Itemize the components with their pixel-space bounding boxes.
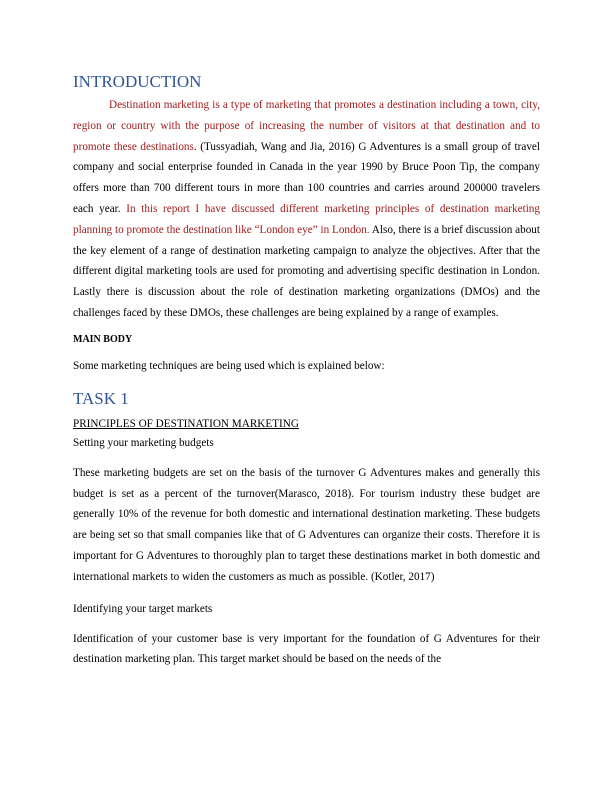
target-paragraph: Identification of your customer base is very important for the foundation of G Adventures for their destination marketing plan. This target market should be based on the needs of the [73,632,540,666]
main-body-heading: MAIN BODY [73,333,133,345]
budget-paragraph: These marketing budgets are set on the basis of the turnover G Adventures makes and generally this budget is set as a percent of the turnover(Marasco, 2018). For tourism industry these budget are generally 10% of the revenue for both domestic and international destination marketing. These budgets are being set so that small companies like that of G Adventures can organize their costs. Therefore it is important for G Adventures to thoroughly plan to target these destinations market in both domestic and international markets to widen the customers as much as possible. (Kotler, 2017) [73,466,540,583]
intro-text-1: . (Tussyadiah, Wang and Jia, 2016) G Adventures is a small group of travel company and social enterprise founded in Canada in the year 1990 by Bruce Poon Tip, the company offers more than 700 different tours in more than 100 countries and carries around 200000 travelers each year. [73,140,541,215]
introduction-paragraph [73,95,540,324]
page-content [73,72,540,670]
target-subheading: Identifying your target markets [73,602,213,615]
principles-heading: PRINCIPLES OF DESTINATION MARKETING [73,417,299,430]
budget-subheading: Setting your marketing budgets [73,436,214,449]
task1-heading: TASK 1 [73,388,129,408]
intro-red-text-2: In this report I have discussed different marketing principles of destination marketing planning to promote the destination like “London eye” in London. [73,202,540,236]
introduction-heading: INTRODUCTION [73,72,202,91]
intro-red-text-1: Destination marketing is a type of marketing that promotes a destination including a town, city, region or country with the purpose of increasing the number of visitors at that destination and to promote these destinations [73,99,540,153]
main-body-intro-line: Some marketing techniques are being used which is explained below: [73,359,385,372]
intro-text-2: Also, there is a brief discussion about the key element of a range of destination marketing campaign to analyze the objectives. After that the different digital marketing tools are used for promoting and advertising specific destination in London. Lastly there is discussion about the role of destination marketing organizations (DMOs) and the challenges faced by these DMOs, these challenges are being explained by a range of examples. [73,223,541,319]
